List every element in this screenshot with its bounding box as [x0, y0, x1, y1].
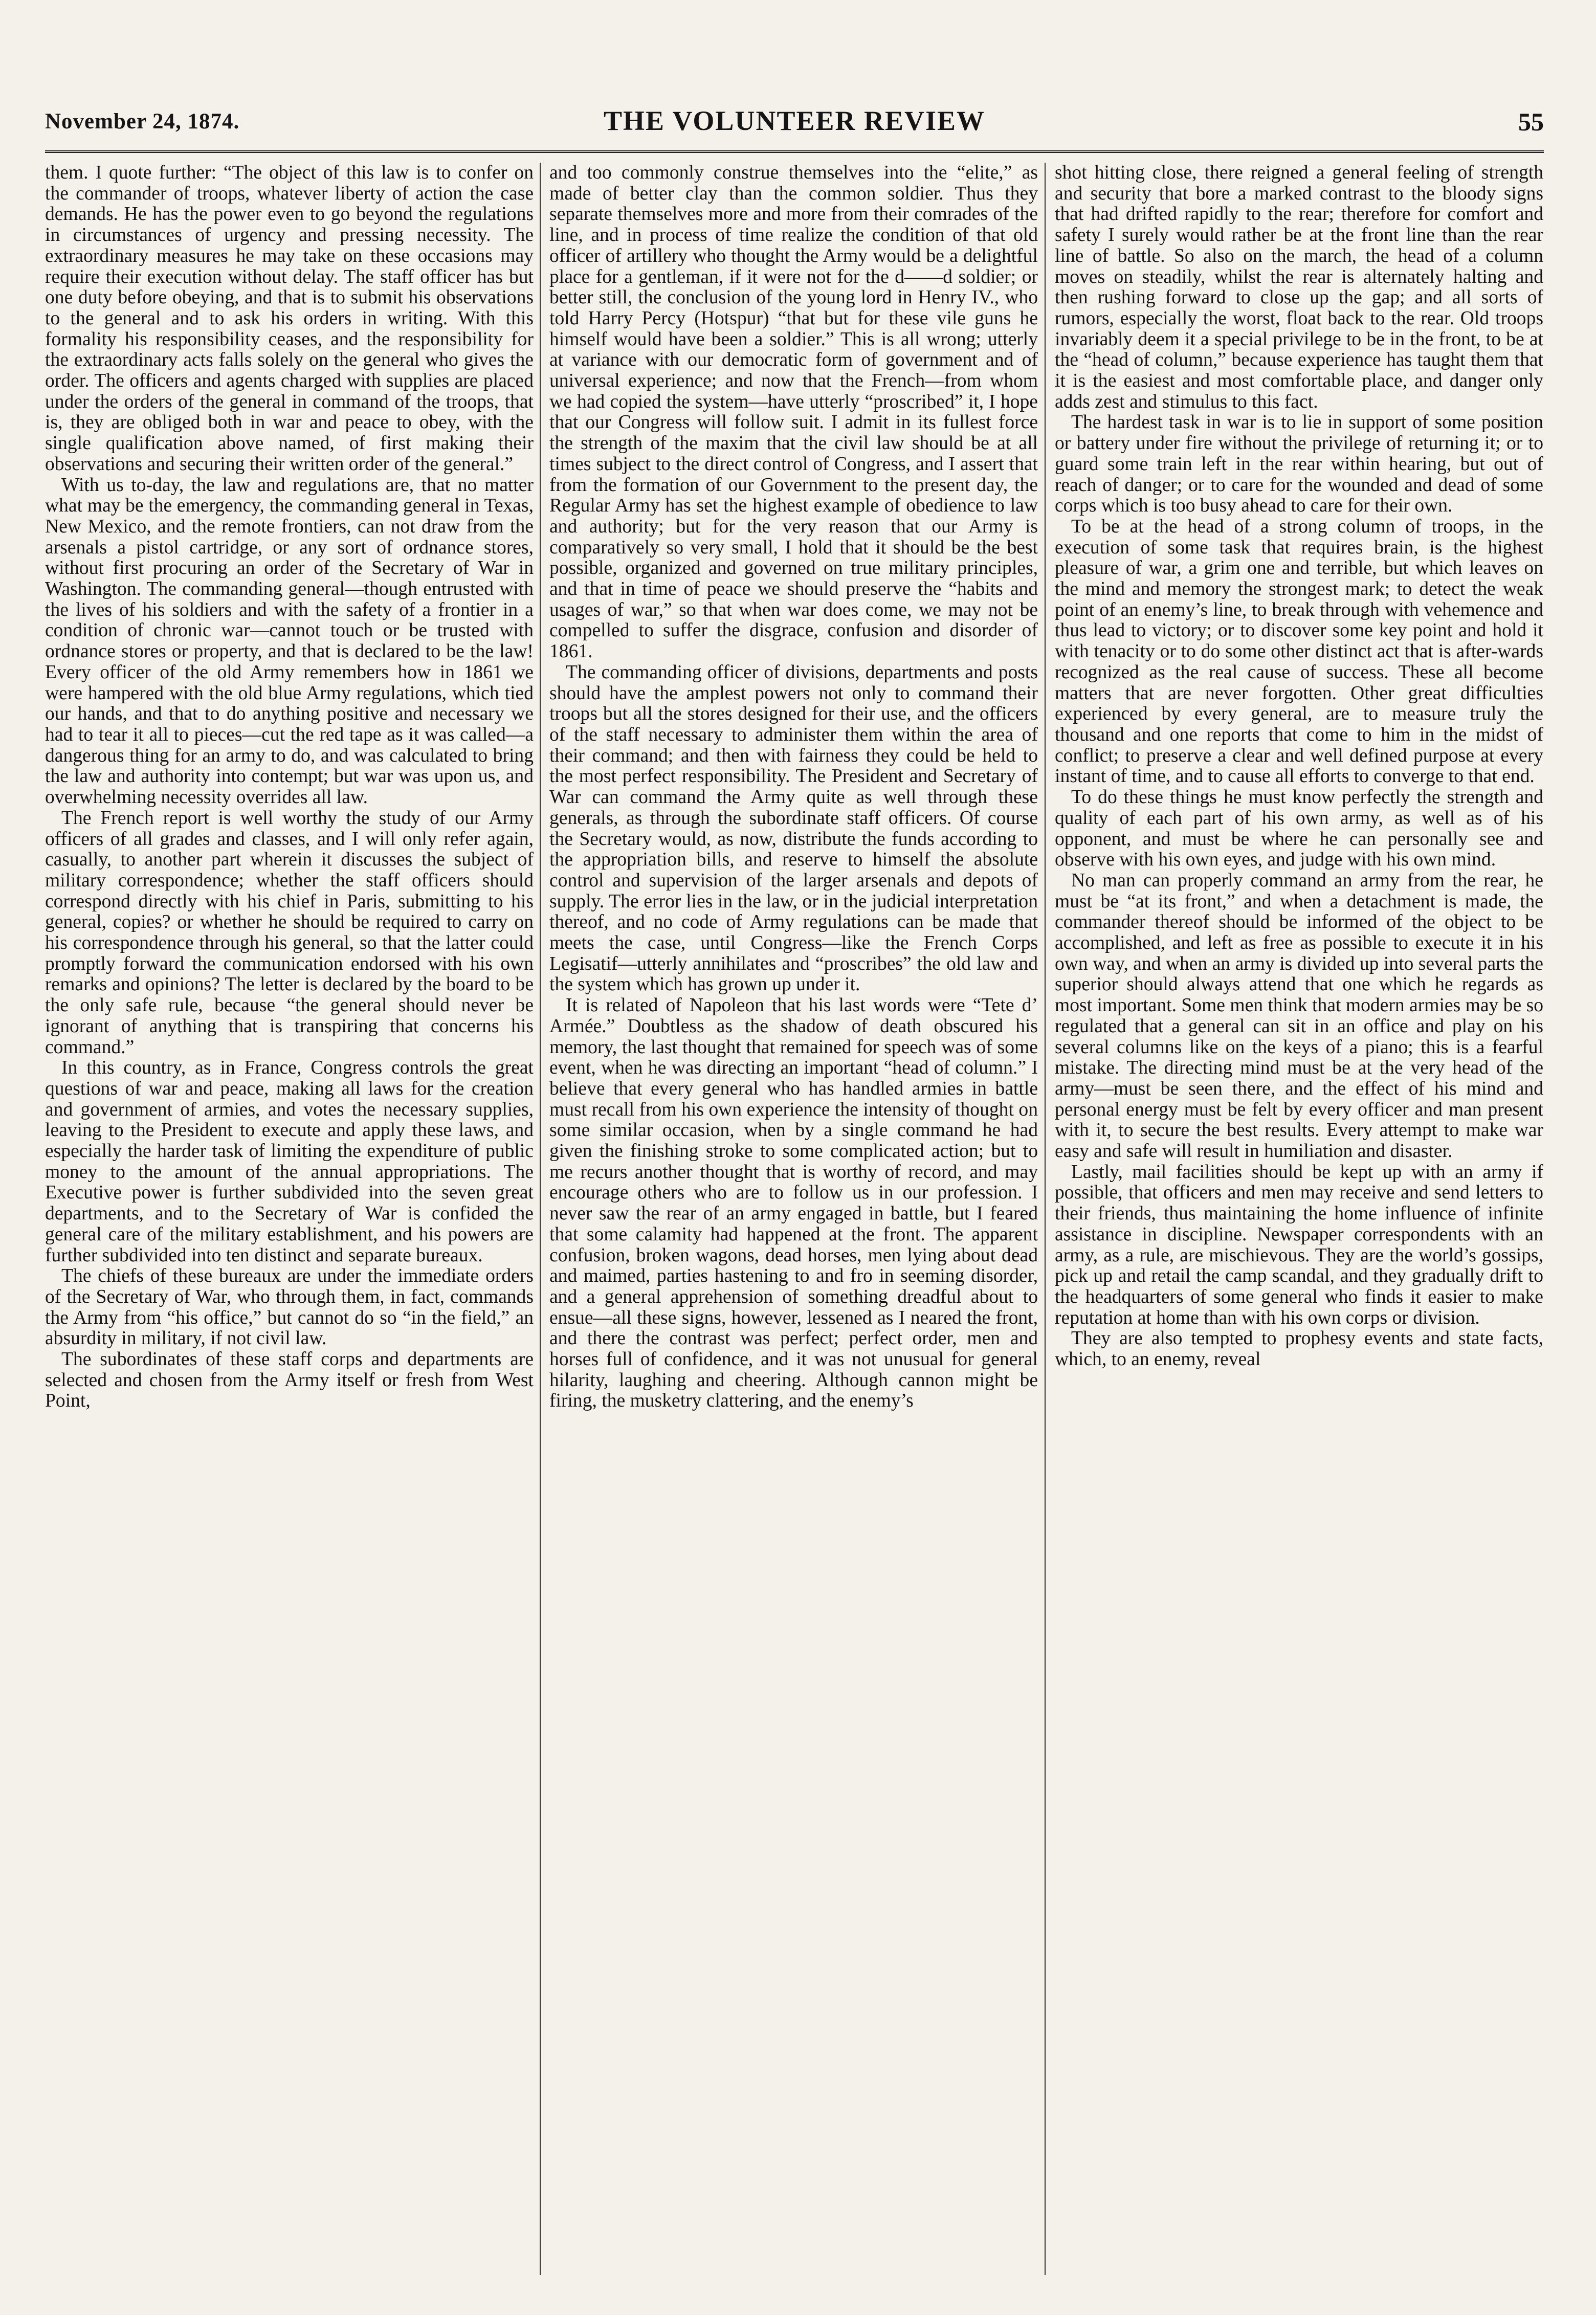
paragraph: With us to-day, the law and regulations are, that no matter what may be the emergency, the commanding general in Texas, New Mexico, and the remote frontiers, can not draw from the arsenals a pistol cartridge, or any sort of ordnance stores, without first procuring an order of the Secretary of War in Washington. The commanding general—though entrusted with the lives of his soldiers and with the safety of a frontier in a condition of chronic war—cannot touch or be trusted with ordnance stores or property, and that is declared to be the law! Every officer of the old Army remembers how in 1861 we were hampered with the old blue Army regulations, which tied our hands, and that to do anything positive and necessary we had to tear it all to pieces—cut the red tape as it was called—a dangerous thing for an army to do, and was calculated to bring the law and authority into contempt; but war was upon us, and overwhelming necessity overrides all law.: [45, 474, 534, 808]
paragraph: The commanding officer of divisions, departments and posts should have the amplest powers not only to command their troops but all the stores designed for their use, and the officers of the staff necessary to administer them within the area of their command; and then with fairness they could be held to the most perfect responsibility. The President and Secretary of War can command the Army quite as well through these generals, as through the subordinate staff officers. Of course the Secretary would, as now, distribute the funds according to the appropriation bills, and reserve to himself the absolute control and supervision of the larger arsenals and depots of supply. The error lies in the law, or in the judicial interpretation thereof, and no code of Army regulations can be made that meets the case, until Congress—like the French Corps Legisatif—utterly annihilates and “proscribes” the old law and the system which has grown up under it.: [549, 661, 1038, 995]
page-header: [45, 105, 1544, 153]
paragraph: The French report is well worthy the study of our Army officers of all grades and classes, and I will only refer again, casually, to another part wherein it discusses the subject of military correspondence; whether the staff officers should correspond directly with his chief in Paris, submitting to his general, copies? or whether he should be required to carry on his correspondence through his general, so that the latter could promptly forward the communication endorsed with his own remarks and opinions? The letter is declared by the board to be the only safe rule, because “the general should never be ignorant of anything that is transpiring that concerns his command.”: [45, 807, 534, 1058]
text-column-1: [45, 163, 534, 2275]
header-rule: [45, 150, 1544, 153]
text-column-2: [549, 163, 1038, 2275]
paragraph: The subordinates of these staff corps and departments are selected and chosen from the Army itself or fresh from West Point,: [45, 1349, 534, 1412]
paragraph: In this country, as in France, Congress controls the great questions of war and peace, making all laws for the creation and government of armies, and votes the necessary supplies, leaving to the President to execute and apply these laws, and especially the harder task of limiting the expenditure of public money to the amount of the annual appropriations. The Executive power is further subdivided into the seven great departments, and to the Secretary of War is confided the general care of the military establishment, and his powers are further subdivided into ten distinct and separate bureaux.: [45, 1057, 534, 1266]
paragraph: shot hitting close, there reigned a general feeling of strength and security that bore a marked contrast to the bloody signs that had drifted rapidly to the rear; therefore for comfort and safety I surely would rather be at the front line than the rear line of battle. So also on the march, the head of a column moves on steadily, whilst the rear is alternately halting and then rushing forward to close up the gap; and all sorts of rumors, especially the worst, float back to the rear. Old troops invariably deem it a special privilege to be in the front, to be at the “head of column,” because experience has taught them that it is the easiest and most comfortable place, and danger only adds zest and stimulus to this fact.: [1055, 163, 1543, 412]
publication-title: THE VOLUNTEER REVIEW: [603, 105, 986, 136]
paragraph: They are also tempted to prophesy events and state facts, which, to an enemy, reveal: [1055, 1328, 1543, 1370]
text-column-3: [1055, 163, 1543, 2275]
paragraph: The hardest task in war is to lie in support of some position or battery under fire without the privilege of returning it; or to guard some train left in the rear within hearing, but out of reach of danger; or to care for the wounded and dead of some corps which is too busy ahead to care for their own.: [1055, 412, 1543, 517]
page-number: 55: [1518, 107, 1544, 136]
paragraph: them. I quote further: “The object of this law is to confer on the commander of troops, whatever liberty of action the case demands. He has the power even to go beyond the regulations in circumstances of urgency and pressing necessity. The extraordinary measures he may take on these occasions may require their execution without delay. The staff officer has but one duty before obeying, and that is to submit his observations to the general and to ask his orders in writing. With this formality his responsibility ceases, and the responsibility for the extraordinary acts falls solely on the general who gives the order. The officers and agents charged with supplies are placed under the orders of the general in command of the troops, that is, they are obliged both in war and peace to obey, with the single qualification above named, of first making their observations and securing their written order of the general.”: [45, 163, 534, 475]
issue-date: November 24, 1874.: [45, 109, 240, 133]
paragraph: Lastly, mail facilities should be kept up with an army if possible, that officers and men may receive and send letters to their friends, thus maintaining the home influence of infinite assistance in discipline. Newspaper correspondents with an army, as a rule, are mischievous. They are the world’s gossips, pick up and retail the camp scandal, and they gradually drift to the headquarters of some general who finds it easier to make reputation at home than with his own corps or division.: [1055, 1161, 1543, 1328]
paragraph: To do these things he must know perfectly the strength and quality of each part of his own army, as well as of his opponent, and must be where he can personally see and observe with his own eyes, and judge with his own mind.: [1055, 787, 1543, 871]
paragraph: and too commonly construe themselves into the “elite,” as made of better clay than the common soldier. Thus they separate themselves more and more from their comrades of the line, and in process of time realize the condition of that old officer of artillery who thought the Army would be a delightful place for a gentleman, if it were not for the d——d soldier; or better still, the conclusion of the young lord in Henry IV., who told Harry Percy (Hotspur) “that but for these vile guns he himself would have been a soldier.” This is all wrong; utterly at variance with our democratic form of government and of universal experience; and now that the French—from whom we had copied the system—have utterly “proscribed” it, I hope that our Congress will follow suit. I admit in its fullest force the strength of the maxim that the civil law should be at all times subject to the direct control of Congress, and I assert that from the formation of our Government to the present day, the Regular Army has set the highest example of obedience to law and authority; but for the very reason that our Army is comparatively so very small, I hold that it should be the best possible, organized and governed on true military principles, and that in time of peace we should preserve the “habits and usages of war,” so that when war does come, we may not be compelled to suffer the disgrace, confusion and disorder of 1861.: [549, 163, 1038, 662]
paragraph: It is related of Napoleon that his last words were “Tete d’ Armée.” Doubtless as the shadow of death obscured his memory, the last thought that remained for speech was of some event, when he was directing an important “head of column.” I believe that every general who has handled armies in battle must recall from his own experience the intensity of thought on some similar occasion, when by a single command he had given the finishing stroke to some complicated action; but to me recurs another thought that is worthy of record, and may encourage others who are to follow us in our profession. I never saw the rear of an army engaged in battle, but I feared that some calamity had happened at the front. The apparent confusion, broken wagons, dead horses, men lying about dead and maimed, parties hastening to and fro in seeming disorder, and a general apprehension of something dreadful about to ensue—all these signs, however, lessened as I neared the front, and there the contrast was perfect; perfect order, men and horses full of confidence, and it was not unusual for general hilarity, laughing and cheering. Although cannon might be firing, the musketry clattering, and the enemy’s: [549, 995, 1038, 1412]
column-divider: [540, 163, 541, 2275]
column-divider: [1045, 163, 1046, 2275]
paragraph: To be at the head of a strong column of troops, in the execution of some task that requires brain, is the highest pleasure of war, a grim one and terrible, but which leaves on the mind and memory the strongest mark; to detect the weak point of an enemy’s line, to break through with vehemence and thus lead to victory; or to discover some key point and hold it with tenacity or to do some other distinct act that is after-wards recognized as the real cause of success. These all become matters that are never forgotten. Other great difficulties experienced by every general, are to measure truly the thousand and one reports that come to him in the midst of conflict; to preserve a clear and well defined purpose at every instant of time, and to cause all efforts to converge to that end.: [1055, 516, 1543, 787]
paragraph: The chiefs of these bureaux are under the immediate orders of the Secretary of War, who through them, in fact, commands the Army from “his office,” but cannot do so “in the field,” an absurdity in military, if not civil law.: [45, 1265, 534, 1349]
paragraph: No man can properly command an army from the rear, he must be “at its front,” and when a detachment is made, the commander thereof should be informed of the object to be accomplished, and left as free as possible to execute it in his own way, and when an army is divided up into several parts the superior should always attend that one which he regards as most important. Some men think that modern armies may be so regulated that a general can sit in an office and play on his several columns like on the keys of a piano; this is a fearful mistake. The directing mind must be at the very head of the army—must be seen there, and the effect of his mind and personal energy must be felt by every officer and man present with it, to secure the best results. Every attempt to make war easy and safe will result in humiliation and disaster.: [1055, 870, 1543, 1162]
